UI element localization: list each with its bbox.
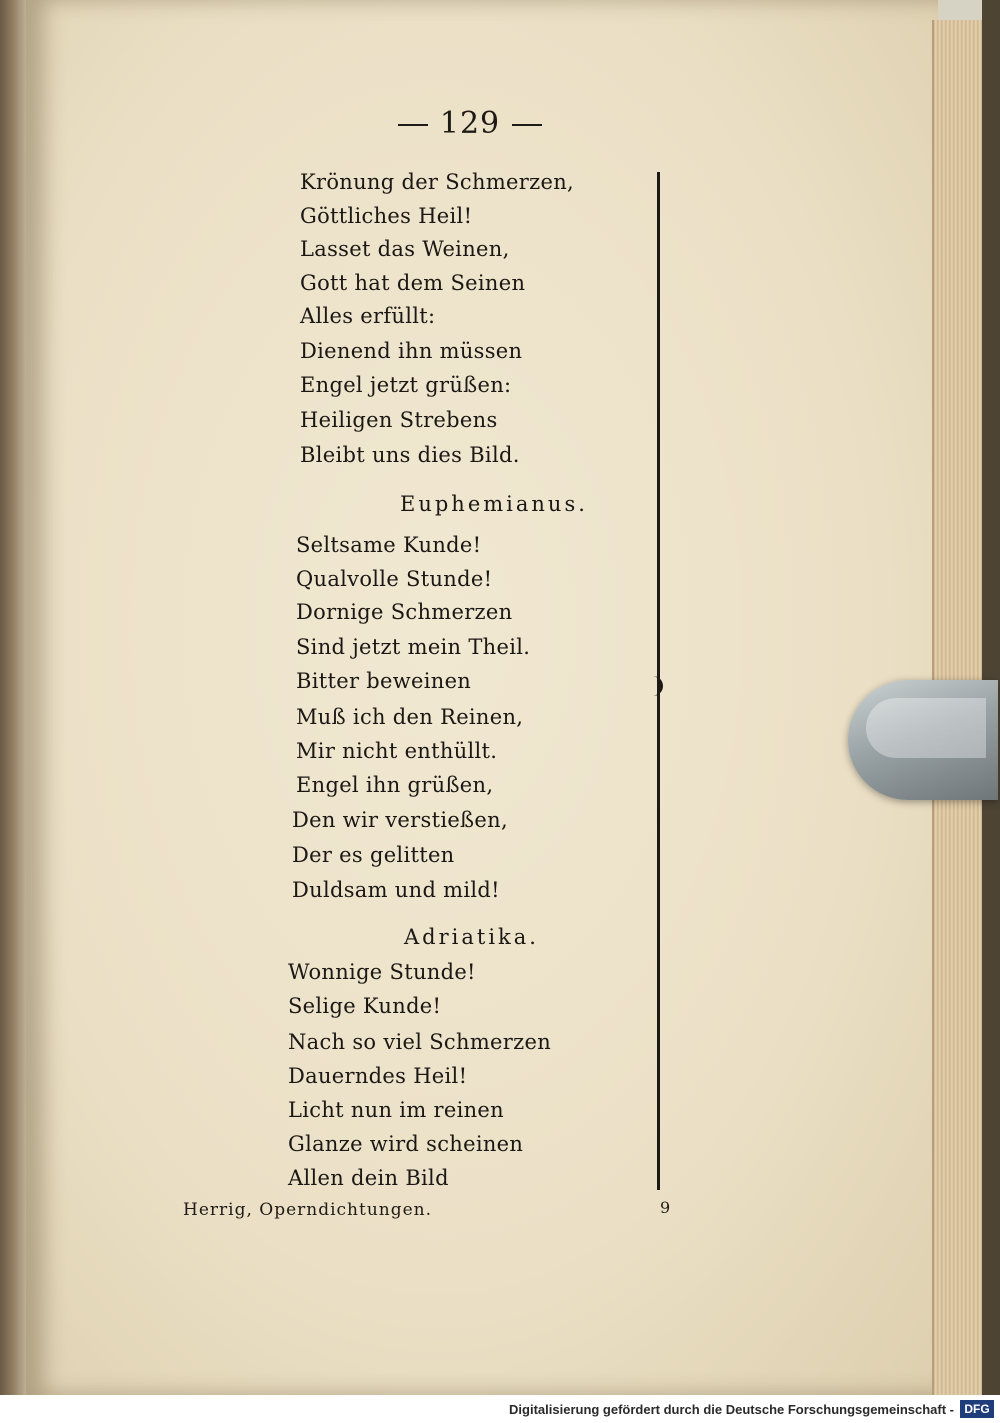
verse-line: Dornige Schmerzen <box>296 600 513 624</box>
verse-line: Selige Kunde! <box>288 994 442 1018</box>
page-header <box>370 106 570 141</box>
verse-line: Licht nun im reinen <box>288 1098 504 1122</box>
verse-line: Qualvolle Stunde! <box>296 567 493 591</box>
verse-line: Wonnige Stunde! <box>288 960 476 984</box>
verse-line: Krönung der Schmerzen, <box>300 170 574 194</box>
verse-line: Engel ihn grüßen, <box>296 773 494 797</box>
verse-line: Duldsam und mild! <box>292 878 500 902</box>
verse-line: Göttliches Heil! <box>300 204 473 228</box>
verse-line: Den wir verstießen, <box>292 808 508 832</box>
verse-line: Alles erfüllt: <box>300 304 436 328</box>
verse-line: Glanze wird scheinen <box>288 1132 524 1156</box>
credit-text: Digitalisierung gefördert durch die Deutsche Forschungsgemeinschaft - <box>509 1402 954 1417</box>
header-dash-right <box>512 124 542 126</box>
verse-line: Lasset das Weinen, <box>300 237 510 261</box>
verse-line: Heiligen Strebens <box>300 408 498 432</box>
book-page <box>26 0 938 1395</box>
verse-line: Dauerndes Heil! <box>288 1064 468 1088</box>
verse-line: Bleibt uns dies Bild. <box>300 443 520 467</box>
verse-line: Sind jetzt mein Theil. <box>296 635 531 659</box>
page-number: 129 <box>439 106 501 141</box>
dfg-logo: DFG <box>960 1400 994 1418</box>
verse-line: Allen dein Bild <box>288 1166 449 1190</box>
verse-line: Dienend ihn müssen <box>300 339 523 363</box>
verse-line: Seltsame Kunde! <box>296 533 482 557</box>
footer-signature-number: 9 <box>660 1198 671 1217</box>
verse-line: Engel jetzt grüßen: <box>300 373 512 397</box>
verse-line: Gott hat dem Seinen <box>300 271 526 295</box>
verse-line: Bitter beweinen <box>296 669 472 693</box>
speaker-euphemianus: Euphemianus. <box>400 492 588 516</box>
verse-line: Der es gelitten <box>292 843 455 867</box>
verse-line: Mir nicht enthüllt. <box>296 739 498 763</box>
page-clip <box>848 680 998 800</box>
header-dash-left <box>398 124 428 126</box>
verse-line: Muß ich den Reinen, <box>296 705 524 729</box>
footer-signature: Herrig, Operndichtungen. <box>183 1200 433 1220</box>
speaker-adriatika: Adriatika. <box>404 925 539 949</box>
verse-line: Nach so viel Schmerzen <box>288 1030 552 1054</box>
